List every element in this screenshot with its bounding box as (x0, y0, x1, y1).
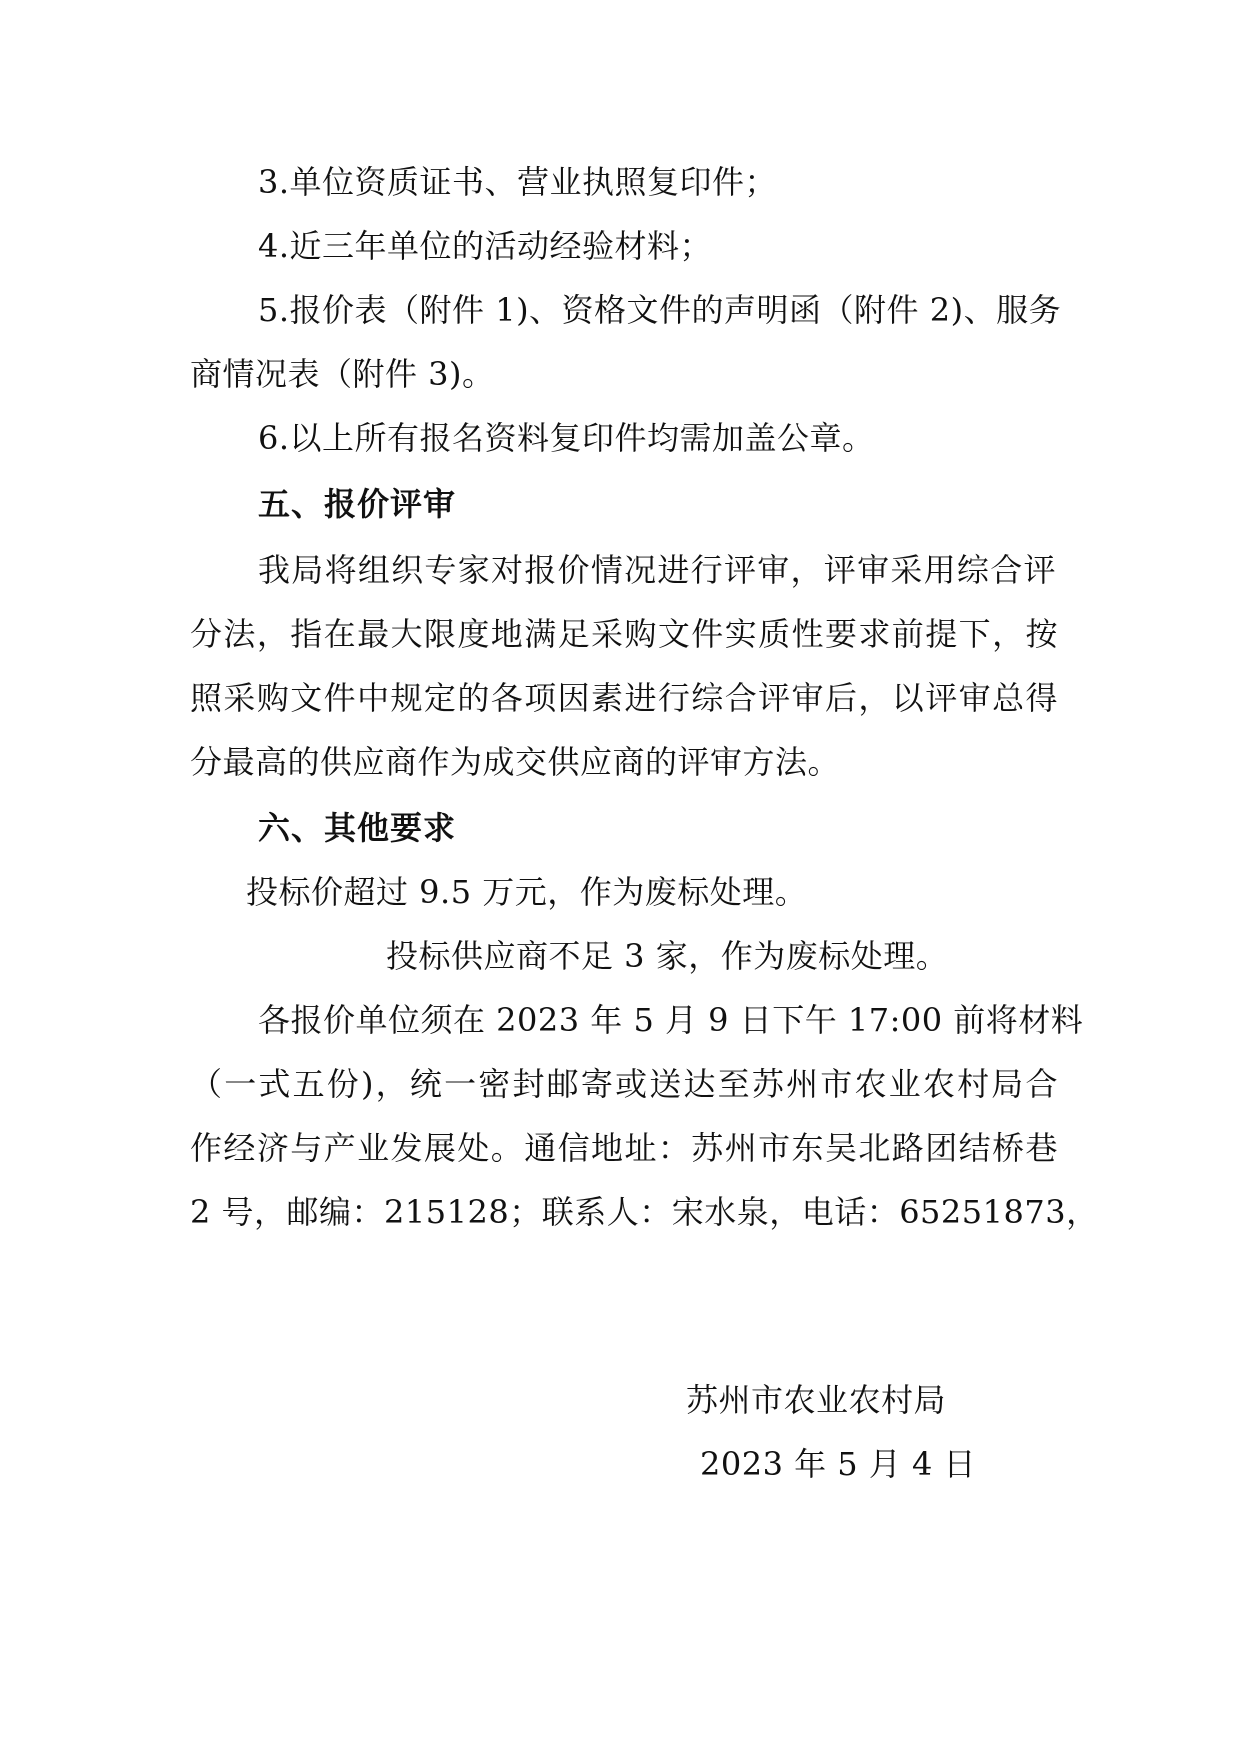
requirement-bidders: 投标供应商不足 3 家，作为废标处理。 (386, 937, 949, 975)
list-item-5-line-2: 商情况表（附件 3)。 (190, 355, 495, 393)
review-paragraph-line-2: 分法，指在最大限度地满足采购文件实质性要求前提下，按 (190, 615, 1058, 653)
list-item-3: 3.单位资质证书、营业执照复印件； (258, 163, 778, 201)
list-item-4: 4.近三年单位的活动经验材料； (258, 227, 713, 265)
signature-organization: 苏州市农业农村局 (686, 1381, 947, 1419)
submission-paragraph-line-3: 作经济与产业发展处。通信地址：苏州市东吴北路团结桥巷 (190, 1129, 1058, 1167)
signature-date: 2023 年 5 月 4 日 (700, 1445, 977, 1483)
review-paragraph-line-3: 照采购文件中规定的各项因素进行综合评审后，以评审总得 (190, 679, 1058, 717)
section-heading-review: 五、报价评审 (258, 485, 457, 523)
list-item-5-line-1: 5.报价表（附件 1)、资格文件的声明函（附件 2)、服务 (258, 291, 1062, 329)
list-item-6: 6.以上所有报名资料复印件均需加盖公章。 (258, 419, 875, 457)
submission-paragraph-line-1: 各报价单位须在 2023 年 5 月 9 日下午 17:00 前将材料 (258, 1001, 1084, 1039)
review-paragraph-line-1: 我局将组织专家对报价情况进行评审，评审采用综合评 (258, 551, 1056, 589)
requirement-price: 投标价超过 9.5 万元，作为废标处理。 (246, 873, 808, 911)
review-paragraph-line-4: 分最高的供应商作为成交供应商的评审方法。 (190, 743, 841, 781)
submission-paragraph-line-2: （一式五份)，统一密封邮寄或送达至苏州市农业农村局合 (190, 1065, 1058, 1103)
section-heading-other: 六、其他要求 (258, 809, 457, 847)
submission-paragraph-line-4: 2 号，邮编：215128；联系人：宋水泉，电话：65251873， (190, 1193, 1099, 1231)
